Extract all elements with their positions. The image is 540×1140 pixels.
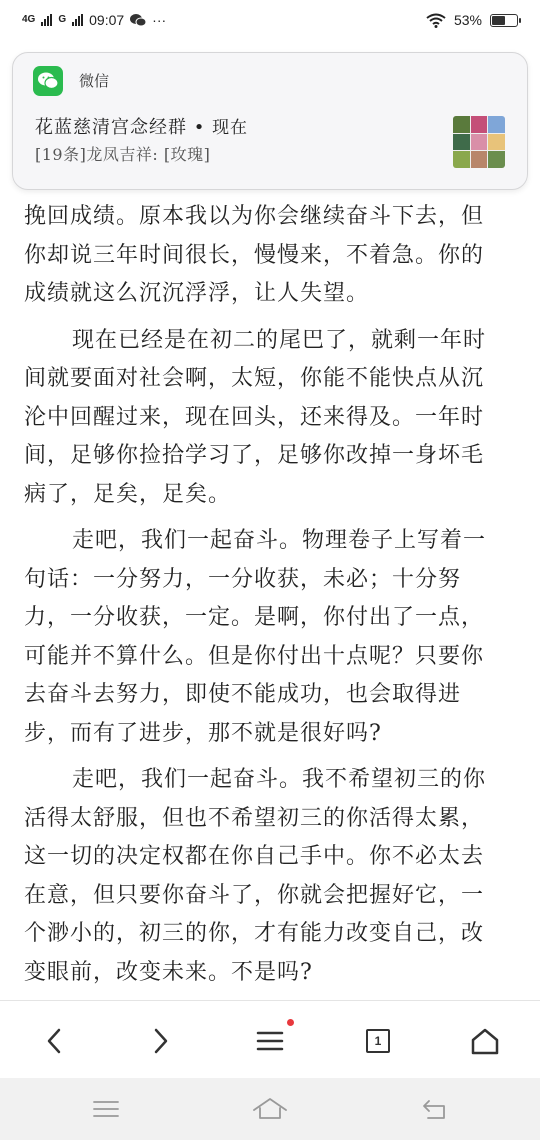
system-nav-bar: [0, 1078, 540, 1140]
network-4g-label: 4G: [22, 14, 36, 25]
recent-apps-icon: [92, 1099, 120, 1119]
signal-bars-icon: [41, 14, 52, 26]
battery-percent: 53%: [453, 12, 482, 28]
system-back-button[interactable]: [416, 1092, 452, 1126]
back-button[interactable]: [32, 1019, 76, 1063]
wifi-icon: [426, 13, 446, 28]
back-icon: [420, 1097, 448, 1121]
network-g-label: G: [58, 14, 67, 25]
notification-app-name: 微信: [79, 73, 110, 90]
battery-icon: [490, 14, 518, 27]
tabs-button[interactable]: [356, 1019, 400, 1063]
home-icon: [470, 1027, 500, 1055]
signal-bars-icon-2: [72, 14, 83, 26]
menu-icon: [256, 1029, 284, 1053]
article-body[interactable]: [24, 198, 504, 1047]
article-paragraph: 走吧，我们一起奋斗。物理卷子上写着一句话：一分努力，一分收获，未必；十分努力，一分收获，一定。是啊，你付出了一点，可能并不算什么。但是你付出十点呢？只要你去奋斗去努力，即使不能成功，也会取得进步，而有了进步，那不就是很好吗?: [24, 528, 487, 746]
system-home-button[interactable]: [252, 1092, 288, 1126]
browser-toolbar: [0, 1000, 540, 1078]
menu-notification-dot: [287, 1019, 294, 1026]
status-bar: [0, 0, 540, 40]
home-button[interactable]: [463, 1019, 507, 1063]
group-avatar: [453, 116, 505, 168]
article-paragraph: 现在已经是在初二的尾巴了，就剩一年时间就要面对社会啊，太短，你能不能快点从沉沦中回醒过来，现在回头，还来得及。一年时间，足够你捡拾学习了，足够你改掉一身坏毛病了，足矣，足矣。: [24, 327, 487, 507]
article-paragraph: 挽回成绩。原本我以为你会继续奋斗下去，但你却说三年时间很长，慢慢来，不着急。你的成绩就这么沉沉浮浮，让人失望。: [24, 204, 485, 306]
recent-apps-button[interactable]: [88, 1092, 124, 1126]
clock: 09:07: [89, 12, 125, 28]
notification-time: 现在: [212, 118, 249, 138]
forward-button[interactable]: [139, 1019, 183, 1063]
article-paragraph: 走吧，我们一起奋斗。我不希望初三的你活得太舒服，但也不希望初三的你活得太累，这一切的决定权都在你自己手中。你不必太去在意，但只要你奋斗了，你就会把握好它，一个渺小的，初三的你，才有能力改变自己，改变眼前，改变未来。不是吗?: [24, 767, 487, 985]
wechat-icon: [33, 66, 63, 96]
wechat-notification[interactable]: [12, 52, 528, 190]
notification-separator: •: [187, 117, 213, 138]
status-right: [426, 12, 518, 28]
battery-level: [492, 16, 505, 25]
chevron-right-icon: [151, 1027, 171, 1055]
more-notifications-indicator: ···: [152, 12, 167, 28]
notification-group-name: 花蓝慈清宫念经群: [35, 117, 187, 138]
notification-message: [19条]龙凤吉祥: [玫瑰]: [35, 145, 211, 164]
notification-title: [35, 113, 248, 139]
wechat-status-icon: [130, 13, 146, 27]
tabs-count: 1: [366, 1029, 390, 1053]
status-left: [22, 12, 166, 28]
chevron-left-icon: [44, 1027, 64, 1055]
home-outline-icon: [252, 1096, 288, 1122]
menu-button[interactable]: [248, 1019, 292, 1063]
